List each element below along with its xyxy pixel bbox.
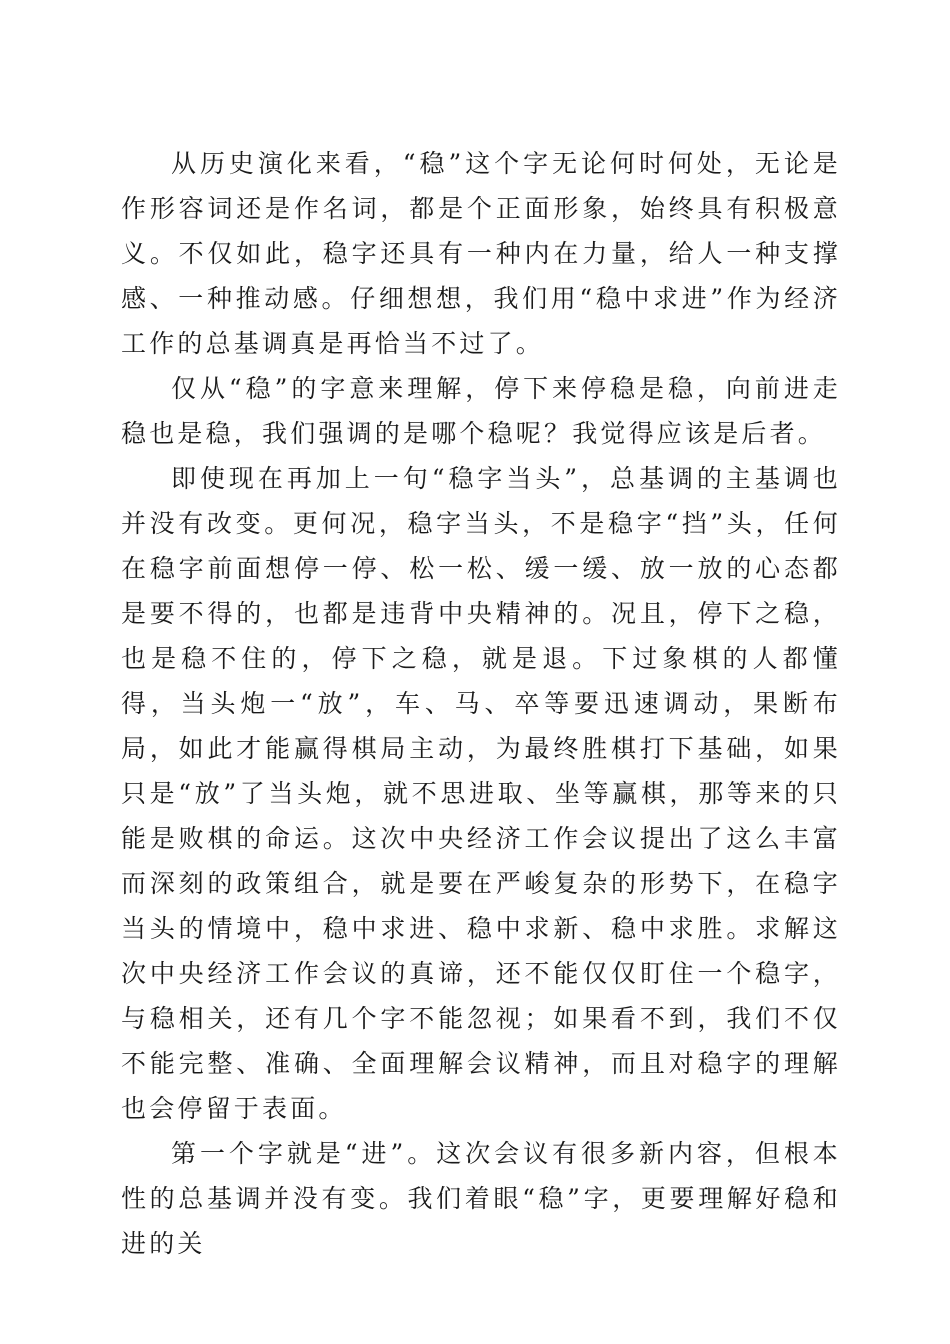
paragraph-1: 从历史演化来看，“稳”这个字无论何时何处，无论是作形容词还是作名词，都是个正面形象，始终具有积极意义。不仅如此，稳字还具有一种内在力量，给人一种支撑感、一种推动感。仔细想想，我们用“稳中求进”作为经济工作的总基调真是再恰当不过了。 bbox=[121, 149, 841, 358]
paragraph-2: 仅从“稳”的字意来理解，停下来停稳是稳，向前进走稳也是稳，我们强调的是哪个稳呢？我觉得应该是后者。 bbox=[121, 374, 841, 448]
paragraph-4: 第一个字就是“进”。这次会议有很多新内容，但根本性的总基调并没有变。我们着眼“稳”字，更要理解好稳和进的关 bbox=[121, 1139, 841, 1258]
document-body bbox=[121, 141, 841, 1266]
paragraph-3: 即使现在再加上一句“稳字当头”，总基调的主基调也并没有改变。更何况，稳字当头，不是稳字“挡”头，任何在稳字前面想停一停、松一松、缓一缓、放一放的心态都是要不得的，也都是违背中央精神的。况且，停下之稳，也是稳不住的，停下之稳，就是退。下过象棋的人都懂得，当头炮一“放”，车、马、卒等要迅速调动，果断布局，如此才能赢得棋局主动，为最终胜棋打下基础，如果只是“放”了当头炮，就不思进取、坐等赢棋，那等来的只能是败棋的命运。这次中央经济工作会议提出了这么丰富而深刻的政策组合，就是要在严峻复杂的形势下，在稳字当头的情境中，稳中求进、稳中求新、稳中求胜。求解这次中央经济工作会议的真谛，还不能仅仅盯住一个稳字，与稳相关，还有几个字不能忽视；如果看不到，我们不仅不能完整、准确、全面理解会议精神，而且对稳字的理解也会停留于表面。 bbox=[121, 464, 841, 1123]
